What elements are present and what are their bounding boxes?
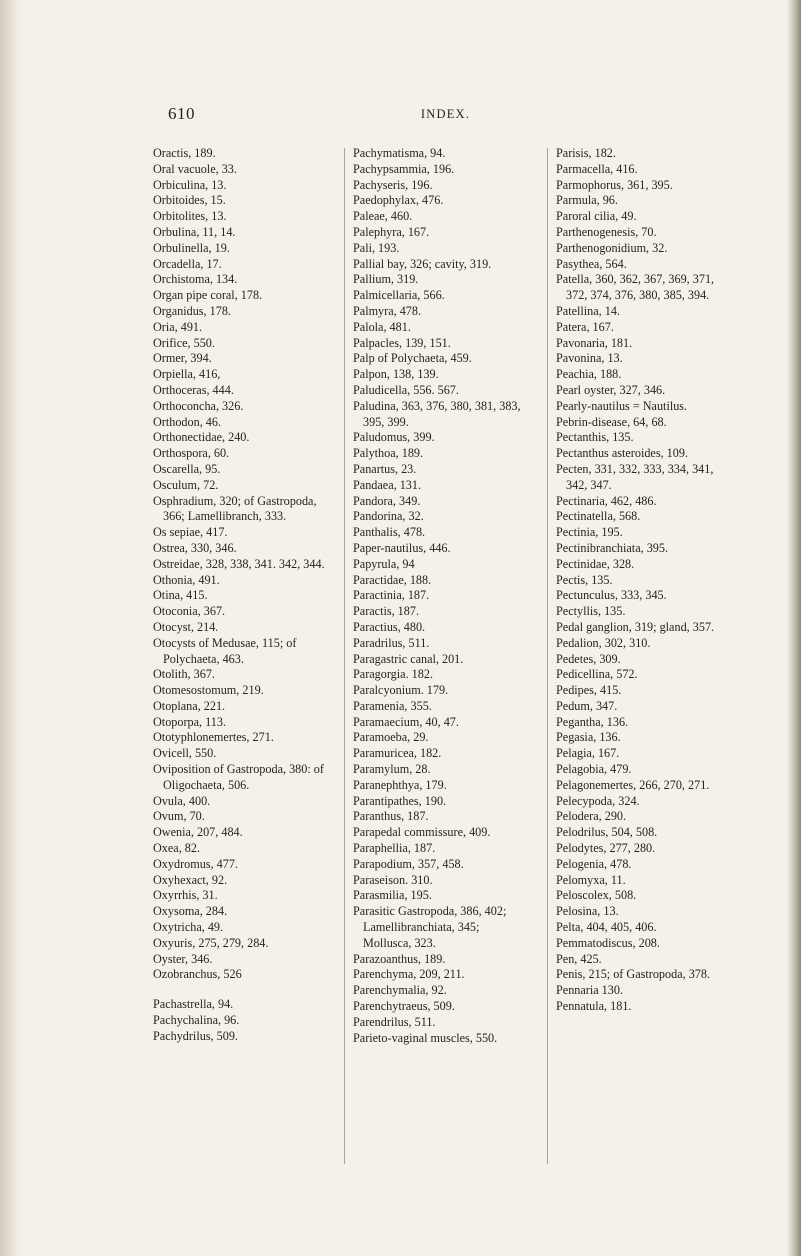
index-column-3 bbox=[556, 146, 732, 1015]
index-entry: Parapedal commissure, 409. bbox=[353, 825, 491, 840]
index-entry: Palythoa, 189. bbox=[353, 446, 424, 461]
index-entry: Pavonina, 13. bbox=[556, 351, 623, 366]
index-entry: Parenchytraeus, 509. bbox=[353, 999, 455, 1014]
index-entry: Otocyst, 214. bbox=[153, 619, 219, 634]
index-entry: Panartus, 23. bbox=[353, 461, 417, 476]
index-entry: Pasythea, 564. bbox=[556, 256, 627, 271]
index-entry: Otoconia, 367. bbox=[153, 604, 226, 619]
index-entry: Pallium, 319. bbox=[353, 272, 419, 287]
index-entry: Paranthus, 187. bbox=[353, 809, 429, 824]
index-entry: Pelomyxa, 11. bbox=[556, 872, 626, 887]
index-entry: Pachydrilus, 509. bbox=[153, 1028, 238, 1043]
index-entry: Palpon, 138, 139. bbox=[353, 367, 439, 382]
index-entry: Paramylum, 28. bbox=[353, 762, 431, 777]
index-entry: Ormer, 394. bbox=[153, 351, 212, 366]
index-entry: Pandora, 349. bbox=[353, 493, 421, 508]
index-entry: Orbulinella, 19. bbox=[153, 240, 230, 255]
index-entry: Oviposition of Gastropoda, 380: of Oligochaeta, 506. bbox=[153, 762, 324, 792]
index-entry: Pennaria 130. bbox=[556, 983, 624, 998]
index-entry: Pectanthis, 135. bbox=[556, 430, 634, 445]
index-entry: Paedophylax, 476. bbox=[353, 193, 444, 208]
index-entry: Owenia, 207, 484. bbox=[153, 825, 243, 840]
index-entry: Pachyseris, 196. bbox=[353, 177, 433, 192]
index-entry: Ostreidae, 328, 338, 341. 342, 344. bbox=[153, 556, 325, 571]
binding-shadow bbox=[0, 0, 24, 1256]
index-entry: Os sepiae, 417. bbox=[153, 525, 228, 540]
column-divider bbox=[547, 148, 548, 1164]
index-entry: Parantipathes, 190. bbox=[353, 793, 447, 808]
index-entry: Pali, 193. bbox=[353, 240, 400, 255]
index-entry: Othonia, 491. bbox=[153, 572, 220, 587]
index-entry: Penis, 215; of Gastropoda, 378. bbox=[556, 967, 711, 982]
index-entry: Oyster, 346. bbox=[153, 951, 213, 966]
index-entry: Parthenogenesis, 70. bbox=[556, 224, 657, 239]
page-edge bbox=[787, 0, 801, 1256]
index-entry: Pemmatodiscus, 208. bbox=[556, 935, 660, 950]
index-entry: Pelodera, 290. bbox=[556, 809, 627, 824]
index-entry: Oxysoma, 284. bbox=[153, 904, 228, 919]
index-entry: Ozobranchus, 526 bbox=[153, 967, 242, 982]
index-entry: Pecten, 331, 332, 333, 334, 341, 342, 347. bbox=[556, 461, 714, 492]
index-entry: Paleae, 460. bbox=[353, 209, 413, 224]
index-entry: Ototyphlonemertes, 271. bbox=[153, 730, 274, 745]
index-entry: Osphradium, 320; of Gastropoda, 366; Lamellibranch, 333. bbox=[153, 493, 317, 524]
index-entry: Orbitoides, 15. bbox=[153, 193, 226, 208]
index-entry: Pectinibranchiata, 395. bbox=[556, 540, 669, 555]
index-entry: Orthonectidae, 240. bbox=[153, 430, 250, 445]
index-entry: Parmophorus, 361, 395. bbox=[556, 177, 673, 192]
index-entry: Oscarella, 95. bbox=[153, 461, 221, 476]
index-entry: Ovula, 400. bbox=[153, 793, 211, 808]
index-entry: Pelecypoda, 324. bbox=[556, 793, 640, 808]
index-entry: Orthospora, 60. bbox=[153, 446, 230, 461]
index-entry: Palmicellaria, 566. bbox=[353, 288, 445, 303]
index-entry: Panthalis, 478. bbox=[353, 525, 426, 540]
index-entry: Pandorina, 32. bbox=[353, 509, 424, 524]
index-entry: Orthoceras, 444. bbox=[153, 382, 234, 397]
index-entry: Paragorgia. 182. bbox=[353, 667, 433, 682]
index-entry: Otomesostomum, 219. bbox=[153, 683, 264, 698]
index-entry: Peachia, 188. bbox=[556, 367, 622, 382]
index-entry: Orthoconcha, 326. bbox=[153, 398, 244, 413]
index-entry: Paramaecium, 40, 47. bbox=[353, 714, 459, 729]
index-entry: Parasmilia, 195. bbox=[353, 888, 432, 903]
index-entry: Otolith, 367. bbox=[153, 667, 215, 682]
index-entry: Paramenia, 355. bbox=[353, 698, 432, 713]
index-column-1 bbox=[153, 146, 329, 1045]
index-entry: Parthenogonidium, 32. bbox=[556, 240, 668, 255]
index-entry: Orbulina, 11, 14. bbox=[153, 224, 236, 239]
index-entry: Pectinaria, 462, 486. bbox=[556, 493, 657, 508]
index-entry: Oxea, 82. bbox=[153, 841, 201, 856]
index-entry: Otina, 415. bbox=[153, 588, 208, 603]
index-entry: Oxyuris, 275, 279, 284. bbox=[153, 935, 269, 950]
index-entry: Paraphellia, 187. bbox=[353, 841, 436, 856]
index-entry: Otoporpa, 113. bbox=[153, 714, 226, 729]
index-column-2 bbox=[353, 146, 529, 1046]
index-entry: Patellina, 14. bbox=[556, 303, 620, 318]
index-entry: Orbiculina, 13. bbox=[153, 177, 227, 192]
index-entry: Patella, 360, 362, 367, 369, 371, 372, 374, 376, 380, 385, 394. bbox=[556, 272, 715, 303]
index-entry: Oxyhexact, 92. bbox=[153, 872, 228, 887]
index-entry: Paractis, 187. bbox=[353, 604, 420, 619]
index-entry: Organidus, 178. bbox=[153, 303, 231, 318]
index-entry: Parendrilus, 511. bbox=[353, 1014, 436, 1029]
index-entry: Paper-nautilus, 446. bbox=[353, 540, 451, 555]
index-entry: Paludomus, 399. bbox=[353, 430, 435, 445]
index-entry: Paludina, 363, 376, 380, 381, 383, 395, 399. bbox=[353, 398, 521, 429]
index-entry: Orchistoma, 134. bbox=[153, 272, 238, 287]
index-entry: Pectyllis, 135. bbox=[556, 604, 626, 619]
index-entry: Palephyra, 167. bbox=[353, 224, 430, 239]
index-entry: Pegasia, 136. bbox=[556, 730, 621, 745]
index-entry: Parmacella, 416. bbox=[556, 161, 638, 176]
index-entry: Papyrula, 94 bbox=[353, 556, 415, 571]
index-entry: Paranephthya, 179. bbox=[353, 777, 447, 792]
index-entry: Oxydromus, 477. bbox=[153, 856, 238, 871]
index-entry: Pelta, 404, 405, 406. bbox=[556, 920, 657, 935]
index-entry: Paractius, 480. bbox=[353, 619, 426, 634]
index-entry: Palmyra, 478. bbox=[353, 303, 422, 318]
index-entry: Paradrilus, 511. bbox=[353, 635, 430, 650]
index-entry: Pedalion, 302, 310. bbox=[556, 635, 651, 650]
index-entry: Otoplana, 221. bbox=[153, 698, 226, 713]
index-entry: Oractis, 189. bbox=[153, 146, 216, 160]
index-entry: Orthodon, 46. bbox=[153, 414, 222, 429]
index-entry: Oral vacuole, 33. bbox=[153, 161, 237, 176]
index-entry: Pedetes, 309. bbox=[556, 651, 621, 666]
index-entry: Pearly-nautilus = Nautilus. bbox=[556, 398, 688, 413]
index-entry: Pearl oyster, 327, 346. bbox=[556, 382, 666, 397]
index-entry: Pectunculus, 333, 345. bbox=[556, 588, 667, 603]
index-entry: Peloscolex, 508. bbox=[556, 888, 637, 903]
index-entry: Paractidae, 188. bbox=[353, 572, 432, 587]
index-entry: Pachastrella, 94. bbox=[153, 997, 234, 1012]
running-head: INDEX. bbox=[420, 107, 471, 121]
index-entry: Parmula, 96. bbox=[556, 193, 618, 208]
index-entry: Pen, 425. bbox=[556, 951, 602, 966]
index-entry: Paroral cilia, 49. bbox=[556, 209, 637, 224]
index-entry: Paragastric canal, 201. bbox=[353, 651, 464, 666]
index-entry: Oxyrrhis, 31. bbox=[153, 888, 218, 903]
index-entry: Pelodrilus, 504, 508. bbox=[556, 825, 658, 840]
index-entry: Pectinia, 195. bbox=[556, 525, 623, 540]
index-entry: Parenchymalia, 92. bbox=[353, 983, 447, 998]
index-entry: Pebrin-disease, 64, 68. bbox=[556, 414, 667, 429]
index-entry: Palola, 481. bbox=[353, 319, 411, 334]
index-entry: Pallial bay, 326; cavity, 319. bbox=[353, 256, 492, 271]
index-entry: Pachypsammia, 196. bbox=[353, 161, 455, 176]
index-entry: Paralcyonium. 179. bbox=[353, 683, 449, 698]
index-entry: Pennatula, 181. bbox=[556, 999, 632, 1014]
index-entry: Palp of Polychaeta, 459. bbox=[353, 351, 472, 366]
index-entry: Oxytricha, 49. bbox=[153, 920, 224, 935]
page-header bbox=[168, 104, 723, 128]
index-entry: Pedum, 347. bbox=[556, 698, 618, 713]
column-divider bbox=[344, 148, 345, 1164]
index-entry: Osculum, 72. bbox=[153, 477, 219, 492]
index-entry: Pelagia, 167. bbox=[556, 746, 620, 761]
index-entry: Pectinidae, 328. bbox=[556, 556, 635, 571]
index-entry: Parieto-vaginal muscles, 550. bbox=[353, 1030, 498, 1045]
index-entry: Pegantha, 136. bbox=[556, 714, 629, 729]
index-entry: Paludicella, 556. 567. bbox=[353, 382, 459, 397]
index-entry: Parazoanthus, 189. bbox=[353, 951, 446, 966]
index-entry: Organ pipe coral, 178. bbox=[153, 288, 263, 303]
index-entry: Pelogenia, 478. bbox=[556, 856, 632, 871]
index-entry: Paractinia, 187. bbox=[353, 588, 430, 603]
index-entry: Parapodium, 357, 458. bbox=[353, 856, 464, 871]
index-entry: Pedal ganglion, 319; gland, 357. bbox=[556, 619, 715, 634]
index-entry: Patera, 167. bbox=[556, 319, 614, 334]
index-entry: Pedicellina, 572. bbox=[556, 667, 638, 682]
index-entry: Pelosina, 13. bbox=[556, 904, 619, 919]
index-entry: Parasitic Gastropoda, 386, 402; Lamellibranchiata, 345; Mollusca, 323. bbox=[353, 904, 507, 950]
index-entry: Pelagobia, 479. bbox=[556, 762, 632, 777]
index-entry: Parisis, 182. bbox=[556, 146, 616, 160]
index-entry: Pandaea, 131. bbox=[353, 477, 422, 492]
index-entry: Pectis, 135. bbox=[556, 572, 613, 587]
index-entry: Oria, 491. bbox=[153, 319, 203, 334]
index-entry: Parenchyma, 209, 211. bbox=[353, 967, 465, 982]
index-entry: Pectinatella, 568. bbox=[556, 509, 641, 524]
page-number: 610 bbox=[168, 104, 195, 123]
index-entry: Ovum, 70. bbox=[153, 809, 205, 824]
index-entry: Pedipes, 415. bbox=[556, 683, 622, 698]
index-entry: Pelagonemertes, 266, 270, 271. bbox=[556, 777, 710, 792]
index-entry: Orpiella, 416, bbox=[153, 367, 221, 382]
index-entry: Ovicell, 550. bbox=[153, 746, 217, 761]
index-entry: Pectanthus asteroides, 109. bbox=[556, 446, 689, 461]
index-entry: Paramoeba, 29. bbox=[353, 730, 429, 745]
index-entry: Pelodytes, 277, 280. bbox=[556, 841, 656, 856]
index-entry: Paraseison. 310. bbox=[353, 872, 433, 887]
index-entry: Ostrea, 330, 346. bbox=[153, 540, 237, 555]
index-entry: Pavonaria, 181. bbox=[556, 335, 633, 350]
index-entry: Palpacles, 139, 151. bbox=[353, 335, 451, 350]
index-entry: Pachymatisma, 94. bbox=[353, 146, 446, 160]
index-entry: Paramuricea, 182. bbox=[353, 746, 442, 761]
index-entry: Orbitolites, 13. bbox=[153, 209, 227, 224]
index-entry: Pachychalina, 96. bbox=[153, 1013, 240, 1028]
index-entry: Orcadella, 17. bbox=[153, 256, 222, 271]
index-entry: Orifice, 550. bbox=[153, 335, 215, 350]
index-entry: Otocysts of Medusae, 115; of Polychaeta, 463. bbox=[153, 635, 297, 666]
